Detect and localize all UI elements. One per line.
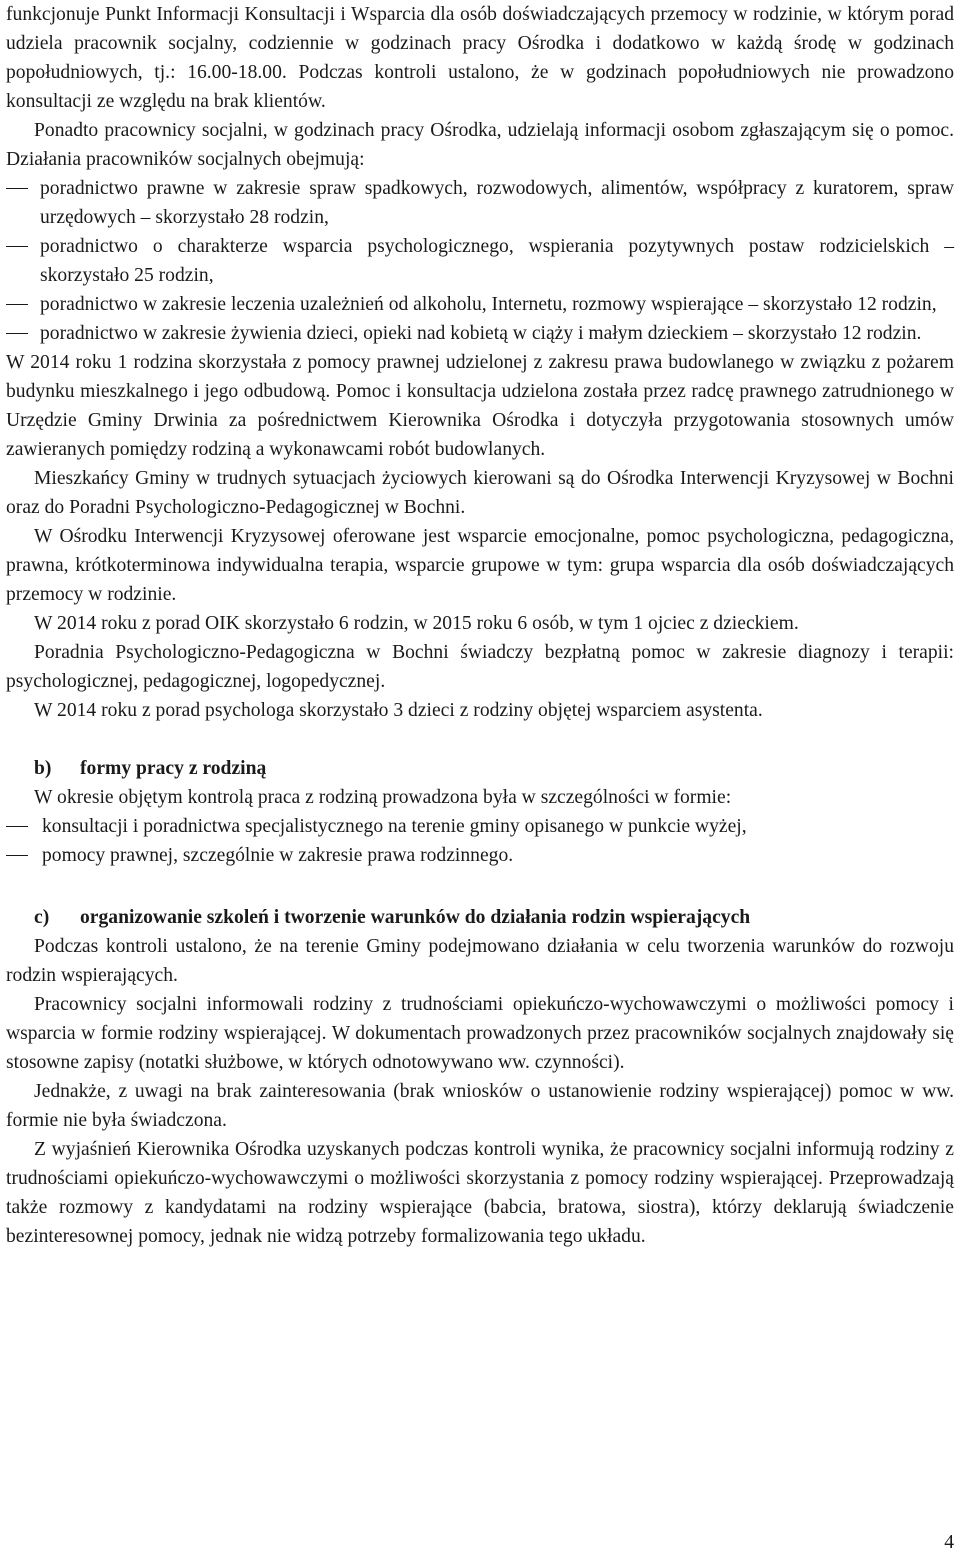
section-c-paragraph-1: Podczas kontroli ustalono, że na terenie Gminy podejmowano działania w celu tworzenia warunków do rozwoju rodzin wspierających. — [6, 936, 954, 986]
intro-paragraph-1: funkcjonuje Punkt Informacji Konsultacji i Wsparcia dla osób doświadczających przemocy w rodzinie, w którym porad udziela pracownik socjalny, codziennie w godzinach pracy Ośrodka i dodatkowo w każdą środę w godzinach popołudniowych, tj.: 16.00-18.00. Podczas kontroli ustalono, że w godzinach popołudniowych nie prowadzono konsultacji ze względu na brak klientów. — [6, 4, 954, 112]
intro-paragraph-7: Poradnia Psychologiczno-Pedagogiczna w Bochni świadczy bezpłatną pomoc w zakresie diagnozy i terapii: psychologicznej, pedagogicznej, logopedycznej. — [6, 642, 954, 692]
intro-paragraph-3: W 2014 roku 1 rodzina skorzystała z pomocy prawnej udzielonej z zakresu prawa budowlanego w związku z pożarem budynku mieszkalnego i jego odbudową. Pomoc i konsultacja udzielona została przez radcę prawnego zatrudnionego w Urzędzie Gminy Drwinia za pośrednictwem Kierownika Ośrodka i dotyczyła przygotowania stosownych umów zawieranych pomiędzy rodziną a wykonawcami robót budowlanych. — [6, 352, 954, 460]
section-b-title: formy pracy z rodziną — [80, 758, 267, 779]
intro-paragraph-4: Mieszkańcy Gminy w trudnych sytuacjach życiowych kierowani są do Ośrodka Interwencji Kryzysowej w Bochni oraz do Poradni Psychologiczno-Pedagogicznej w Bochni. — [6, 468, 954, 518]
list-item: poradnictwo o charakterze wsparcia psychologicznego, wspierania pozytywnych postaw rodzicielskich – skorzystało 25 rodzin, — [6, 232, 954, 290]
section-c-paragraph-4: Z wyjaśnień Kierownika Ośrodka uzyskanych podczas kontroli wynika, że pracownicy socjalni informują rodziny z trudnościami opiekuńczo-wychowawczymi o możliwości skorzystania z pomocy rodziny wspierającej. Przeprowadzają także rozmowy z kandydatami na rodziny wspierające (babcia, bratowa, siostra), którzy deklarują świadczenie bezinteresownej pomocy, jednak nie widzą potrzeby formalizowania tego układu. — [6, 1139, 954, 1247]
intro-paragraph-8: W 2014 roku z porad psychologa skorzystało 3 dzieci z rodziny objętej wsparciem asystenta. — [34, 700, 763, 721]
section-b-marker: b) — [34, 758, 52, 779]
list-item: pomocy prawnej, szczególnie w zakresie prawa rodzinnego. — [6, 841, 954, 870]
page-number: 4 — [944, 1532, 954, 1553]
list-item: poradnictwo prawne w zakresie spraw spadkowych, rozwodowych, alimentów, współpracy z kuratorem, spraw urzędowych – skorzystało 28 rodzin, — [6, 174, 954, 232]
section-b-heading — [6, 754, 954, 783]
section-b-paragraph-1: W okresie objętym kontrolą praca z rodziną prowadzona była w szczególności w formie: — [34, 787, 732, 808]
section-c-heading — [6, 903, 954, 932]
list-item: poradnictwo w zakresie żywienia dzieci, opieki nad kobietą w ciąży i małym dzieckiem – skorzystało 12 rodzin. — [6, 319, 954, 348]
section-c-title: organizowanie szkoleń i tworzenie warunków do działania rodzin wspierających — [80, 907, 751, 928]
section-b-list — [6, 812, 954, 870]
intro-paragraph-6: W 2014 roku z porad OIK skorzystało 6 rodzin, w 2015 roku 6 osób, w tym 1 ojciec z dzieckiem. — [34, 613, 799, 634]
document-page — [6, 0, 954, 1251]
section-c-paragraph-2: Pracownicy socjalni informowali rodziny z trudnościami opiekuńczo-wychowawczymi o możliwości pomocy i wsparcia w formie rodziny wspierającej. W dokumentach prowadzonych przez pracowników socjalnych znajdowały się stosowne zapisy (notatki służbowe, w których odnotowywano ww. czynności). — [6, 994, 954, 1073]
list-item: poradnictwo w zakresie leczenia uzależnień od alkoholu, Internetu, rozmowy wspierające – skorzystało 12 rodzin, — [6, 290, 954, 319]
intro-paragraph-2: Ponadto pracownicy socjalni, w godzinach pracy Ośrodka, udzielają informacji osobom zgłaszającym się o pomoc. Działania pracowników socjalnych obejmują: — [6, 120, 954, 170]
intro-paragraph-5: W Ośrodku Interwencji Kryzysowej oferowane jest wsparcie emocjonalne, pomoc psychologiczna, pedagogiczna, prawna, krótkoterminowa indywidualna terapia, wsparcie grupowe w tym: grupa wsparcia dla osób doświadczających przemocy w rodzinie. — [6, 526, 954, 605]
list-item: konsultacji i poradnictwa specjalistycznego na terenie gminy opisanego w punkcie wyżej, — [6, 812, 954, 841]
social-worker-activities-list — [6, 174, 954, 348]
section-c-paragraph-3: Jednakże, z uwagi na brak zainteresowania (brak wniosków o ustanowienie rodziny wspierającej) pomoc w ww. formie nie była świadczona. — [6, 1081, 954, 1131]
section-c-marker: c) — [34, 907, 50, 928]
